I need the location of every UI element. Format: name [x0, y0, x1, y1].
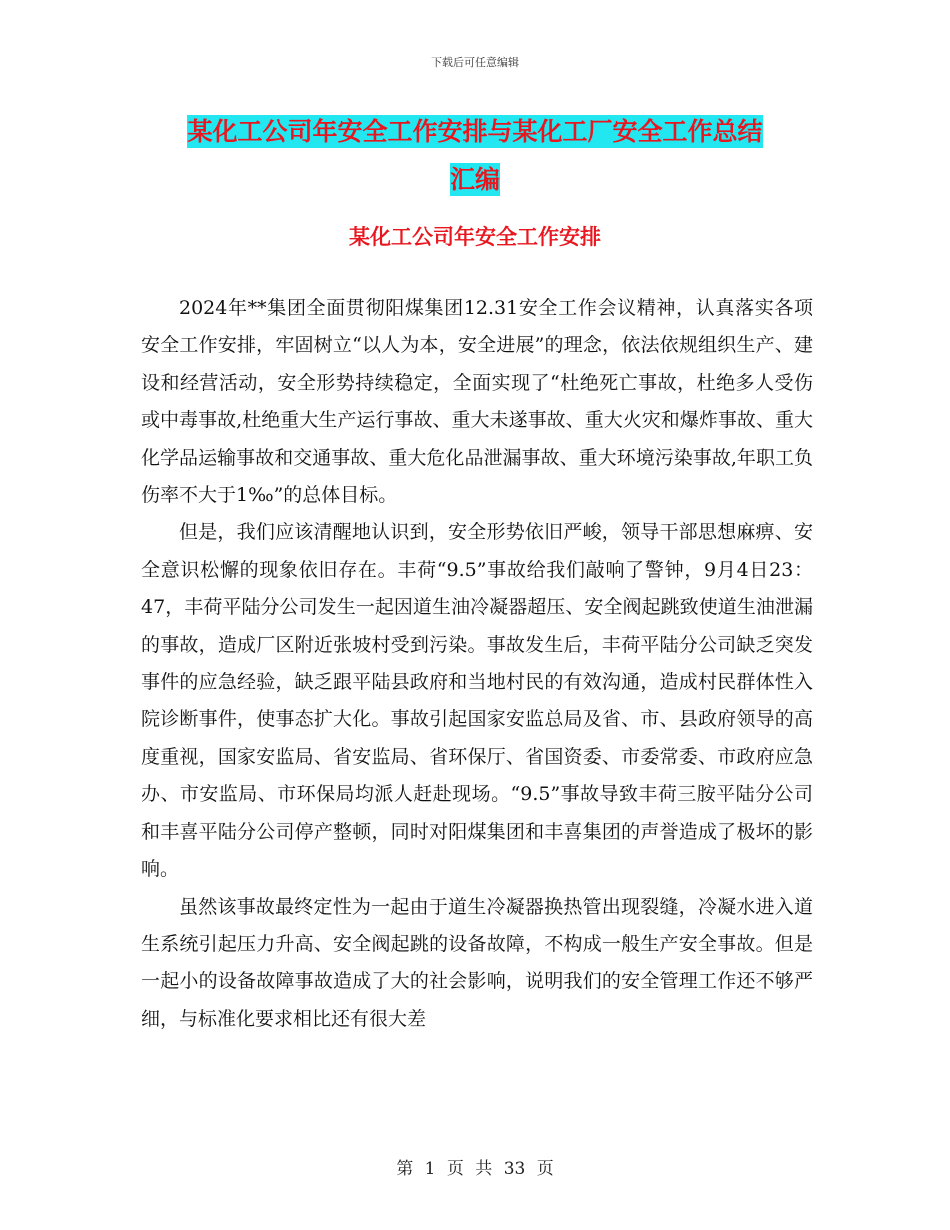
paragraph-2: 但是，我们应该清醒地认识到，安全形势依旧严峻，领导干部思想麻痹、安全意识松懈的现象依旧存在。丰荷“9.5”事故给我们敲响了警钟，9月4日23：47，丰荷平陆分公司发生一起因道生油冷凝器超压、安全阀起跳致使道生油泄漏的事故，造成厂区附近张坡村受到污染。事故发生后，丰荷平陆分公司缺乏突发事件的应急经验，缺乏跟平陆县政府和当地村民的有效沟通，造成村民群体性入院诊断事件，使事态扩大化。事故引起国家安监总局及省、市、县政府领导的高度重视，国家安监局、省安监局、省环保厅、省国资委、市委常委、市政府应急办、市安监局、市环保局均派人赶赴现场。“9.5”事故导致丰荷三胺平陆分公司和丰喜平陆分公司停产整顿，同时对阳煤集团和丰喜集团的声誉造成了极坏的影响。: [141, 521, 813, 881]
section-title: 某化工公司年安全工作安排: [349, 224, 601, 249]
body-text: [141, 290, 813, 1038]
document-title-line-2: 汇编: [449, 165, 500, 194]
header-note: 下载后可任意编辑: [431, 56, 519, 69]
page-footer: 第 1 页 共 33 页: [396, 1159, 554, 1179]
paragraph-1: 2024年**集团全面贯彻阳煤集团12.31安全工作会议精神，认真落实各项安全工作安排，牢固树立“以人为本，安全进展”的理念，依法依规组织生产、建设和经营活动，安全形势持续稳定，全面实现了“杜绝死亡事故，杜绝多人受伤或中毒事故,杜绝重大生产运行事故、重大未遂事故、重大火灾和爆炸事故、重大化学品运输事故和交通事故、重大危化品泄漏事故、重大环境污染事故,年职工负伤率不大于1‰”的总体目标。: [141, 297, 813, 507]
document-title: [0, 108, 950, 204]
document-title-line-1: 某化工公司年安全工作安排与某化工厂安全工作总结: [187, 117, 763, 146]
paragraph-3: 虽然该事故最终定性为一起由于道生冷凝器换热管出现裂缝，冷凝水进入道生系统引起压力升高、安全阀起跳的设备故障，不构成一般生产安全事故。但是一起小的设备故障事故造成了大的社会影响，说明我们的安全管理工作还不够严细，与标准化要求相比还有很大差: [141, 895, 813, 1030]
